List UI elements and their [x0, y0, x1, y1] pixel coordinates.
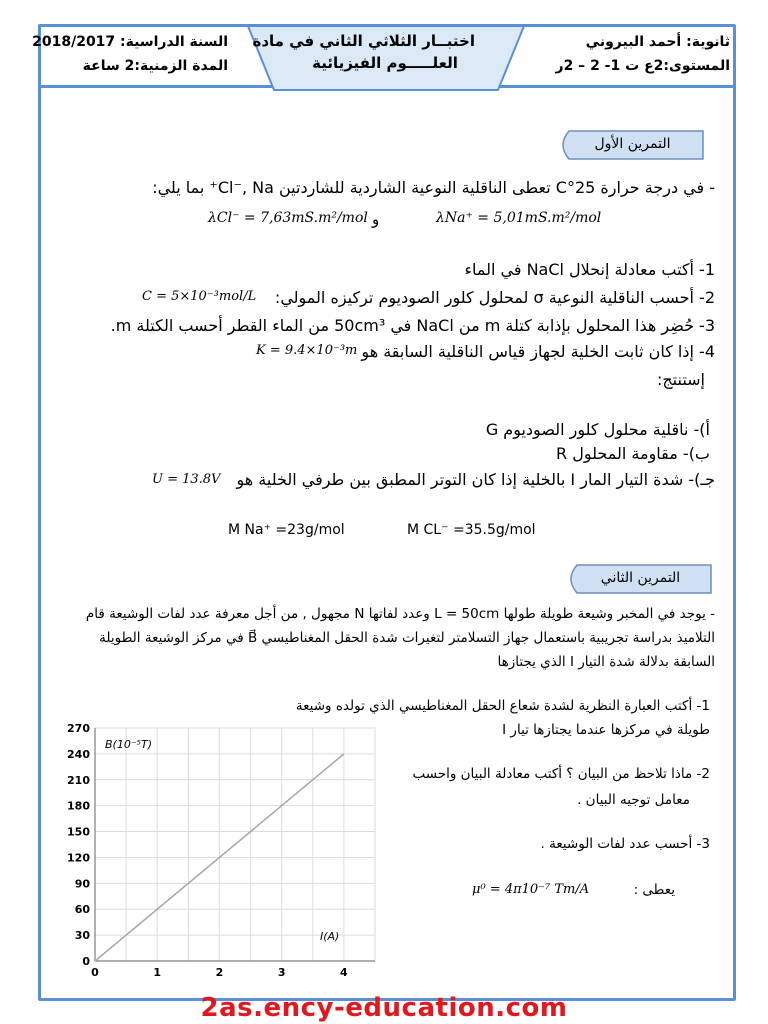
ex2-p3: السابقة بدلالة شدة التيار I الذي يجتازها [497, 654, 715, 670]
y-tick-label: 30 [74, 929, 90, 943]
ex2-q3: 3- أحسب عدد لفات الوشيعة . [540, 836, 710, 852]
level: المستوى:2ع ت 1- 2 – 2ر [555, 58, 730, 74]
ex1-q1: 1- أكتب معادلة إنحلال NaCl في الماء [464, 260, 715, 279]
ex2-p2: التلاميذ بدراسة تجريبية باستعمال جهاز التسلامتر لتغيرات شدة الحقل المغناطيسي B⃗ في مركز الوشيعة الطويلة [99, 630, 715, 646]
y-axis-label: B(10⁻⁵T) [105, 738, 153, 751]
mu0-constant: μ⁰ = 4π10⁻⁷ Tm/A [472, 882, 590, 897]
ex1-q2-concentration: C = 5×10⁻³mol/L [142, 289, 257, 304]
ex1-q3: 3- حُضِر هذا المحلول بإذابة كتلة m من NaCl في 50cm³ من الماء القطر أحسب الكتلة m. [110, 316, 715, 335]
exam-title-line2: العلـــــوم الفيزيائية [312, 54, 458, 72]
lambda-cl: λCl⁻ = 7,63mS.m²/mol [208, 210, 368, 226]
y-tick-label: 60 [74, 903, 90, 917]
y-tick-label: 150 [67, 825, 90, 839]
ex1-c: جـ)- شدة التيار المار I بالخلية إذا كان التوتر المطبق بين طرفي الخلية هو [236, 470, 715, 489]
y-tick-label: 210 [67, 773, 90, 787]
ex1-intro: - في درجة حرارة 25°C تعطى الناقلية النوعية الشاردية للشاردتين Cl⁻, Na⁺ بما يلي: [152, 178, 715, 197]
x-tick-label: 1 [153, 966, 162, 979]
ex2-q2a: 2- ماذا تلاحظ من البيان ؟ أكتب معادلة البيان واحسب [412, 766, 710, 782]
x-axis-label: I(A) [320, 930, 340, 943]
school-name: ثانوية: أحمد البيروني [585, 34, 730, 50]
molar-mass-cl: M CL⁻ =35.5g/mol [407, 522, 536, 538]
exam-title-line1: اختبــار الثلاثي الثاني في مادة [252, 32, 475, 50]
molar-mass-na: M Na⁺ =23g/mol [228, 522, 345, 538]
y-tick-label: 120 [67, 851, 90, 865]
watermark: 2as.ency-education.com [200, 993, 568, 1023]
y-tick-label: 270 [67, 722, 90, 735]
duration: المدة الزمنية:2 ساعة [82, 58, 228, 74]
ex2-q1a: 1- أكتب العبارة النظرية لشدة شعاع الحقل المغناطيسي الذي تولده وشيعة [295, 698, 710, 714]
ex1-deduce: إستنتج: [656, 370, 705, 389]
ex1-a: أ)- ناقلية محلول كلور الصوديوم G [485, 420, 710, 439]
ex2-p1: - يوجد في المخبر وشيعة طويلة طولها L = 50cm وعدد لفاتها N مجهول , من أجل معرفة عدد لفات الوشيعة قام [85, 606, 715, 622]
exercise2-title: التمرين الثاني [600, 570, 681, 586]
y-tick-label: 180 [67, 799, 90, 813]
ex2-given: يعطى : [633, 882, 675, 898]
x-tick-label: 4 [340, 966, 348, 979]
exercise1-title: التمرين الأول [594, 136, 671, 152]
ex2-q1b: طويلة في مركزها عندما يجتازها تيار I [502, 722, 710, 738]
ex1-q2: 2- أحسب الناقلية النوعية σ لمحلول كلور الصوديوم تركيزه المولي: [274, 288, 715, 307]
x-tick-label: 2 [215, 966, 224, 979]
x-tick-label: 0 [91, 966, 99, 979]
ex1-q4-cell-constant: K = 9.4×10⁻³m [256, 343, 358, 358]
ex1-c-voltage: U = 13.8V [152, 472, 221, 487]
and-word: و [372, 210, 380, 228]
ex2-q2b: معامل توجيه البيان . [577, 792, 690, 808]
ex1-q4: 4- إذا كان ثابت الخلية لجهاز قياس الناقلية السابقة هو [361, 342, 715, 361]
y-tick-label: 90 [74, 877, 90, 891]
ex1-b: ب)- مقاومة المحلول R [556, 444, 710, 463]
x-tick-label: 3 [277, 966, 286, 979]
lambda-na: λNa⁺ = 5,01mS.m²/mol [436, 210, 602, 226]
y-tick-label: 240 [67, 747, 90, 761]
b-vs-i-chart [58, 718, 378, 980]
school-year: السنة الدراسية: 2018/2017 [32, 34, 228, 50]
y-tick-label: 0 [82, 955, 90, 968]
